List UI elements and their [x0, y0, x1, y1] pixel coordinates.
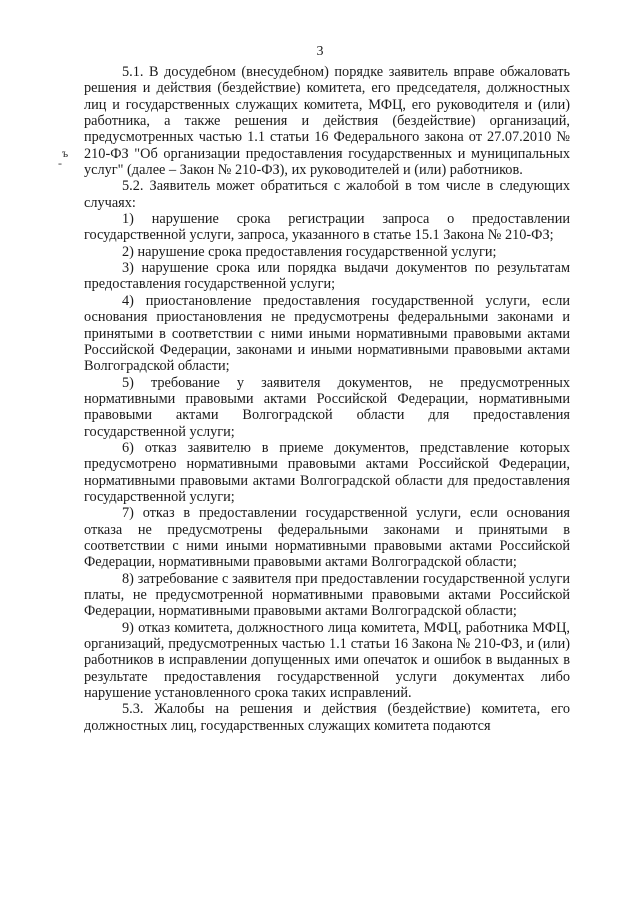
list-item-5: 5) требование у заявителя документов, не предусмотренных нормативными правовыми актами Российской Федерации, нормативными правовыми актами Волгоградской области для предоставления государственной услуги;: [84, 374, 570, 440]
paragraph-5-1: 5.1. В досудебном (внесудебном) порядке заявитель вправе обжаловать решения и действия (бездействие) комитета, его председателя, должностных лиц и государственных служащих комитета, МФЦ, его руководителя и (или) работника, а также решения и действия (бездействие) организаций, предусмотренных частью 1.1 статьи 16 Федерального закона от 27.07.2010 № 210-ФЗ "Об организации предоставления государственных и муниципальных услуг" (далее – Закон № 210-ФЗ), их руководителей и (или) работников.: [84, 64, 570, 179]
page-number: 3: [316, 44, 324, 59]
list-item-4: 4) приостановление предоставления государственной услуги, если основания приостановления не предусмотрены федеральными законами и принятыми в соответствии с ними иными нормативными правовыми актами Российской Федерации, законами и иными нормативными правовыми актами Волгоградской области;: [84, 292, 570, 375]
paragraph-5-2: 5.2. Заявитель может обратиться с жалобой в том числе в следующих случаях:: [84, 178, 570, 211]
list-item-8: 8) затребование с заявителя при предоставлении государственной услуги платы, не предусмотренной нормативными правовыми актами Российской Федерации, нормативными правовыми актами Волгоградской области;: [84, 570, 570, 620]
list-item-7: 7) отказ в предоставлении государственной услуги, если основания отказа не предусмотрены федеральными законами и принятыми в соответствии с ними иными нормативными правовыми актами Российской Федерации, нормативными правовыми актами Волгоградской области;: [84, 505, 570, 571]
list-item-1: 1) нарушение срока регистрации запроса о предоставлении государственной услуги, запроса, указанного в статье 15.1 Закона № 210-ФЗ;: [84, 211, 570, 244]
list-item-3: 3) нарушение срока или порядка выдачи документов по результатам предоставления государственной услуги;: [84, 260, 570, 293]
list-item-2: 2) нарушение срока предоставления государственной услуги;: [122, 243, 497, 260]
margin-mark-2: -: [58, 156, 62, 170]
list-item-9: 9) отказ комитета, должностного лица комитета, МФЦ, работника МФЦ, организаций, предусмотренных частью 1.1 статьи 16 Закона № 210-ФЗ, и (или) работников в исправлении допущенных ими опечаток и ошибок в выданных в результате предоставления государственной услуги документах либо нарушение установленного срока таких исправлений.: [84, 619, 570, 702]
list-item-6: 6) отказ заявителю в приеме документов, представление которых предусмотрено нормативными правовыми актами Российской Федерации, нормативными правовыми актами Волгоградской области для предоставления государственной услуги;: [84, 439, 570, 505]
margin-mark-1: ъ: [62, 146, 69, 160]
document-body: [84, 64, 570, 734]
paragraph-5-3: 5.3. Жалобы на решения и действия (бездействие) комитета, его должностных лиц, государственных служащих комитета подаются: [84, 701, 570, 734]
